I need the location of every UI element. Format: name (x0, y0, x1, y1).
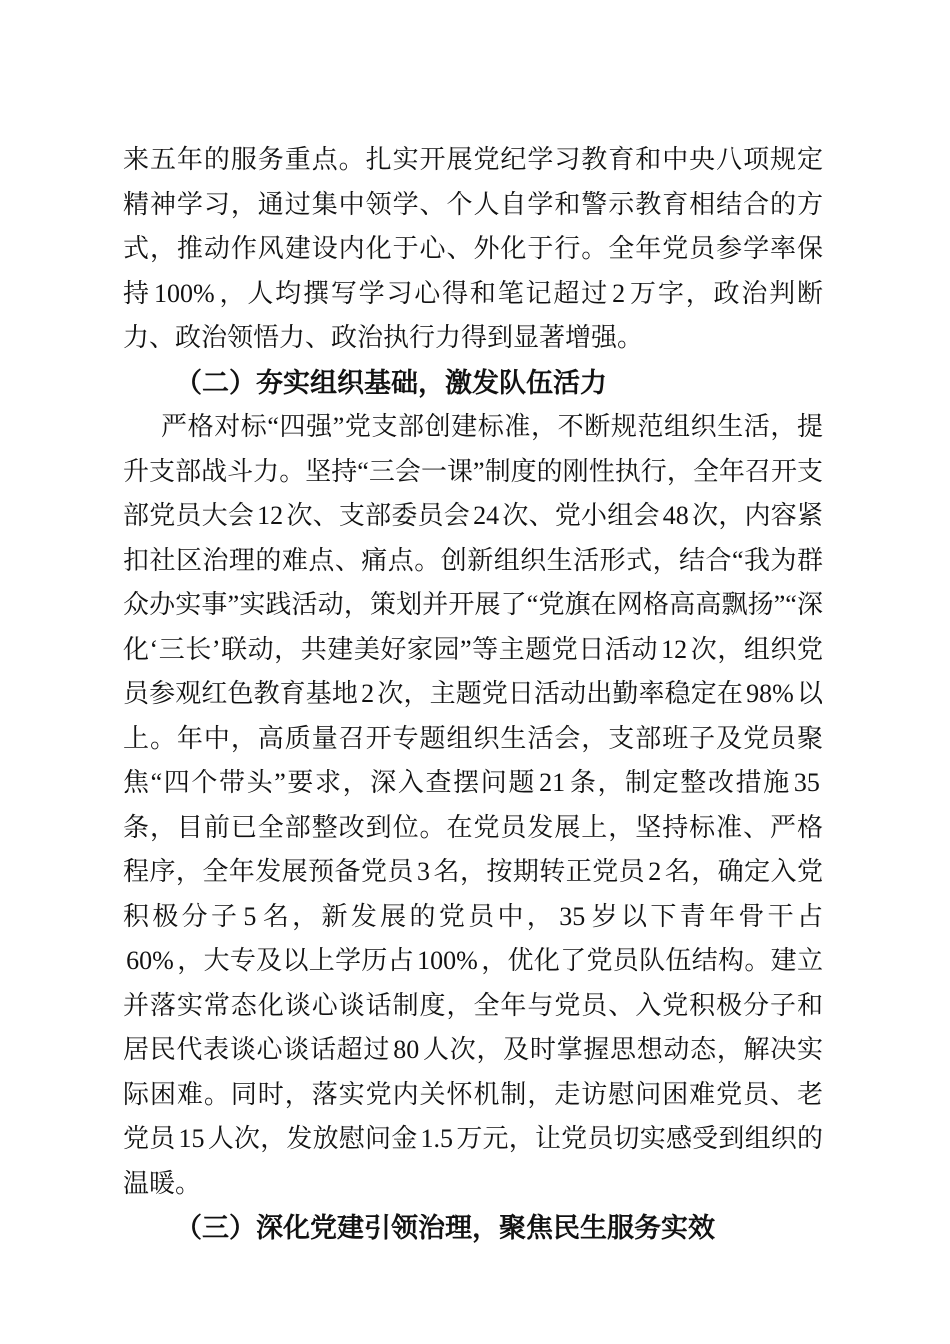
section-heading-2: （二）夯实组织基础，激发队伍活力 (175, 367, 607, 398)
section-heading-3: （三）深化党建引领治理，聚焦民生服务实效 (175, 1213, 715, 1243)
paragraph-continuation-study-education: 来五年的服务重点。扎实开展党纪学习教育和中央八项规定精神学习，通过集中领学、个人自学和警示教育相结合的方式，推动作风建设内化于心、外化于行。全年党员参学率保持 100% ，人均撰写学习心得和笔记超过 2 万字，政治判断力、政治领悟力、政治执行力得到显著增强。 (123, 145, 823, 352)
paragraph-section-2-body: 严格对标“四强”党支部创建标准，不断规范组织生活，提升支部战斗力。坚持“三会一课”制度的刚性执行，全年召开支部党员大会 12 次、支部委员会 24 次、党小组会 48 次，内容紧扣社区治理的难点、痛点。创新组织生活形式，结合“我为群众办实事”实践活动，策划并开展了“党旗在网格高高飘扬”“深化‘三长’联动，共建美好家园”等主题党日活动 12 次，组织党员参观红色教育基地 2 次，主题党日活动出勤率稳定在 98% 以上。年中，高质量召开专题组织生活会，支部班子及党员聚焦“四个带头”要求，深入查摆问题 21 条，制定整改措施 35条，目前已全部整改到位。在党员发展上，坚持标准、严格程序，全年发展预备党员 3 名，按期转正党员 2 名，确定入党积极分子 5 名，新发展的党员中， 35 岁以下青年骨干占60% ，大专及以上学历占 100% ，优化了党员队伍结构。建立并落实常态化谈心谈话制度，全年与党员、入党积极分子和居民代表谈心谈话超过 80 人次，及时掌握思想动态，解决实际困难。同时，落实党内关怀机制，走访慰问困难党员、老党员 15 人次，发放慰问金 1.5 万元，让党员切实感受到组织的温暖。 (123, 412, 823, 1198)
